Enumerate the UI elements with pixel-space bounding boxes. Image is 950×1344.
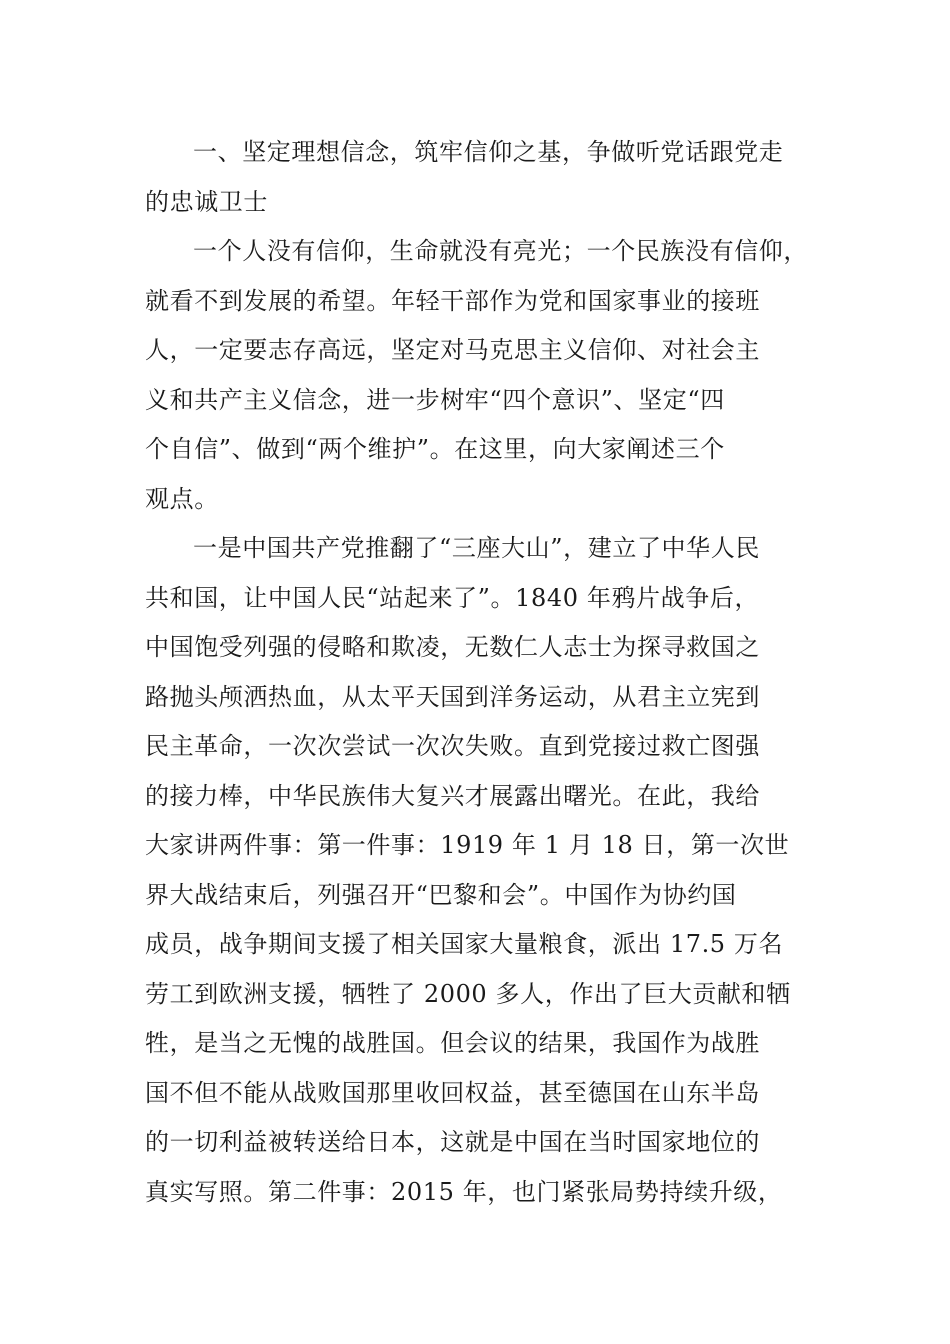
text-line: 一个人没有信仰，生命就没有亮光；一个民族没有信仰， <box>193 237 808 265</box>
text-line: 成员，战争期间支援了相关国家大量粮食，派出 17.5 万名 <box>145 930 784 958</box>
text-line: 一是中国共产党推翻了“三座大山”，建立了中华人民 <box>193 534 760 562</box>
body-paragraph-point-one <box>145 524 810 1217</box>
text-line: 一、坚定理想信念，筑牢信仰之基，争做听党话跟党走 <box>193 138 784 166</box>
text-line: 义和共产主义信念，进一步树牢“四个意识”、坚定“四 <box>145 385 725 414</box>
text-line: 观点。 <box>145 484 219 513</box>
text-line: 路抛头颅洒热血，从太平天国到洋务运动，从君主立宪到 <box>145 682 760 711</box>
text-line: 共和国，让中国人民“站起来了”。1840 年鸦片战争后， <box>145 583 760 612</box>
text-line: 民主革命，一次次尝试一次次失败。直到党接过救亡图强 <box>145 732 760 760</box>
text-line: 就看不到发展的希望。年轻干部作为党和国家事业的接班 <box>145 286 760 315</box>
body-paragraph-intro <box>145 227 810 524</box>
text-line: 界大战结束后，列强召开“巴黎和会”。中国作为协约国 <box>145 880 737 909</box>
text-line: 国不但不能从战败国那里收回权益，甚至德国在山东半岛 <box>145 1078 760 1107</box>
section-heading-paragraph <box>145 128 810 227</box>
document-page <box>145 128 810 1217</box>
text-line: 的忠诚卫士 <box>145 187 268 216</box>
text-line: 的一切利益被转送给日本，这就是中国在当时国家地位的 <box>145 1128 760 1156</box>
text-line: 个自信”、做到“两个维护”。在这里，向大家阐述三个 <box>145 435 725 463</box>
text-line: 中国饱受列强的侵略和欺凌，无数仁人志士为探寻救国之 <box>145 633 760 661</box>
text-line: 劳工到欧洲支援，牺牲了 2000 多人，作出了巨大贡献和牺 <box>145 979 791 1008</box>
text-line: 牲，是当之无愧的战胜国。但会议的结果，我国作为战胜 <box>145 1029 760 1057</box>
text-line: 人，一定要志存高远，坚定对马克思主义信仰、对社会主 <box>145 336 760 364</box>
text-line: 真实写照。第二件事：2015 年，也门紧张局势持续升级， <box>145 1177 783 1206</box>
text-line: 的接力棒，中华民族伟大复兴才展露出曙光。在此，我给 <box>145 781 760 810</box>
text-line: 大家讲两件事：第一件事：1919 年 1 月 18 日，第一次世 <box>145 831 790 859</box>
